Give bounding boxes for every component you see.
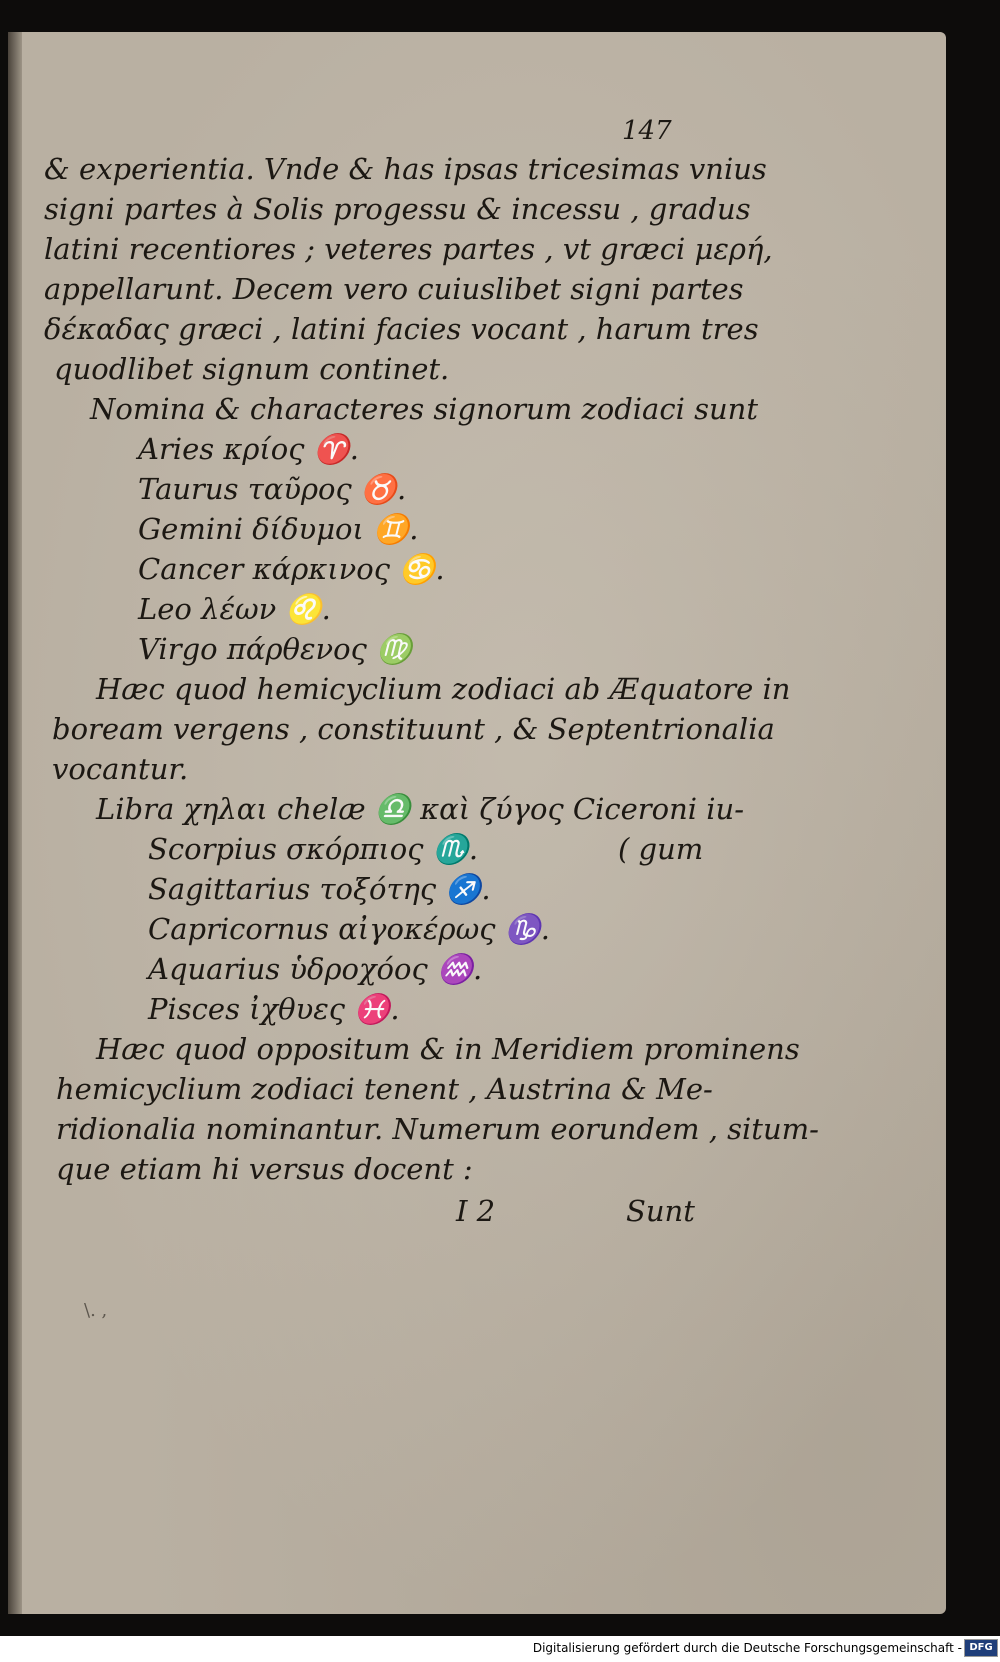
sign-aries: Aries κρίος ♈. xyxy=(138,432,360,466)
sign-libra: Libra χηλαι chelæ ♎ καὶ ζύγος Ciceroni iu- xyxy=(96,792,745,826)
book-page xyxy=(8,32,946,1614)
body-line-3: latini recentiores ; veteres partes , vt græci μερή, xyxy=(44,232,773,266)
sign-sagittarius: Sagittarius τοξότης ♐. xyxy=(148,872,491,906)
north-line-2: boream vergens , constituunt , & Septentrionalia xyxy=(52,712,775,746)
margin-mark: \. , xyxy=(84,1300,108,1321)
dfg-logo: DFG xyxy=(964,1639,998,1657)
page-gutter-shadow xyxy=(8,32,22,1614)
south-line-4: que etiam hi versus docent : xyxy=(56,1152,473,1186)
sign-scorpius: Scorpius σκόρπιος ♏. xyxy=(148,832,479,866)
signature-mark: I 2 xyxy=(456,1194,496,1228)
north-line-1: Hæc quod hemicyclium zodiaci ab Æquatore in xyxy=(96,672,791,706)
body-line-2: signi partes à Solis progessu & incessu , gradus xyxy=(44,192,751,226)
body-line-6: quodlibet signum continet. xyxy=(54,352,450,386)
sign-aquarius: Aquarius ὑδροχόος ♒. xyxy=(148,952,483,986)
footer-bar xyxy=(0,1636,1000,1662)
nomina-heading: Nomina & characteres signorum zodiaci sunt xyxy=(90,392,758,426)
north-line-3: vocantur. xyxy=(52,752,189,786)
page-number: 147 xyxy=(622,116,672,146)
south-line-3: ridionalia nominantur. Numerum eorundem , situm- xyxy=(56,1112,819,1146)
south-line-2: hemicyclium zodiaci tenent , Austrina & Me- xyxy=(56,1072,713,1106)
sign-pisces: Pisces ἰχθυες ♓. xyxy=(148,992,400,1026)
sign-virgo: Virgo πάρθενος ♍ xyxy=(138,632,413,666)
body-line-1: & experientia. Vnde & has ipsas tricesimas vnius xyxy=(44,152,767,186)
sign-cancer: Cancer κάρκινος ♋. xyxy=(138,552,445,586)
body-line-5: δέκαδας græci , latini facies vocant , harum tres xyxy=(44,312,759,346)
sign-leo: Leo λέων ♌. xyxy=(138,592,331,626)
footer-credit: Digitalisierung gefördert durch die Deutsche Forschungsgemeinschaft - xyxy=(532,1641,962,1655)
sign-gemini: Gemini δίδυμοι ♊. xyxy=(138,512,419,546)
sign-taurus: Taurus ταῦρος ♉. xyxy=(138,472,407,506)
sign-capricornus: Capricornus αἰγοκέρως ♑. xyxy=(148,912,551,946)
catchword: Sunt xyxy=(626,1194,695,1228)
south-line-1: Hæc quod oppositum & in Meridiem prominens xyxy=(96,1032,800,1066)
body-line-4: appellarunt. Decem vero cuiuslibet signi partes xyxy=(44,272,744,306)
gum-turnover: ( gum xyxy=(618,832,704,866)
